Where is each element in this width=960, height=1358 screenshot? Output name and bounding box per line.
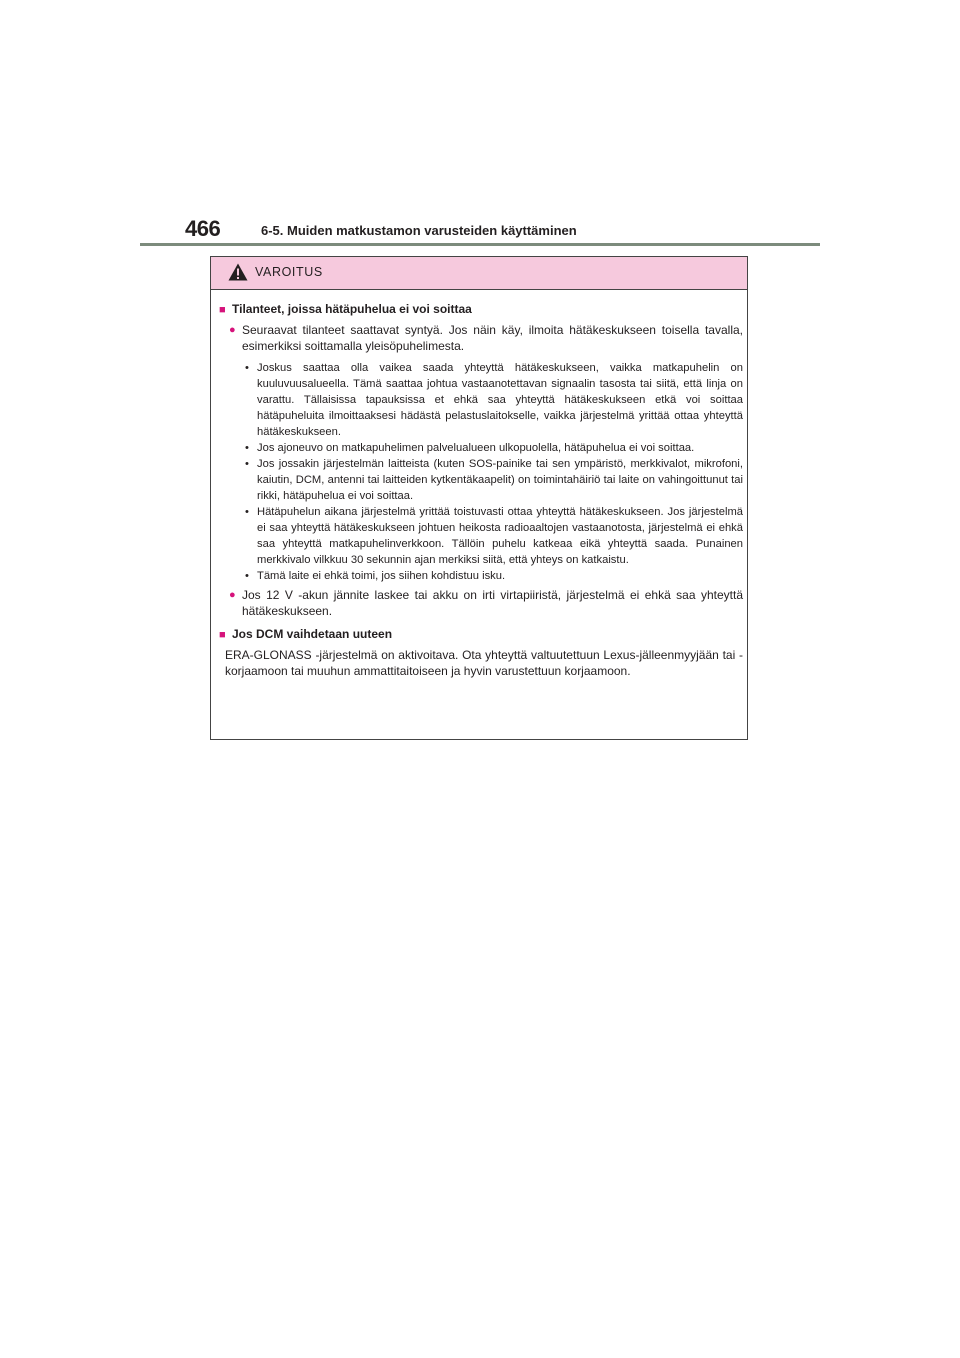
square-bullet-icon: ■ (219, 304, 226, 316)
section-heading (219, 626, 743, 643)
warning-header (211, 257, 747, 290)
sub-bullet (245, 568, 743, 584)
section-heading-text: Tilanteet, joissa hätäpuhelua ei voi soittaa (232, 302, 472, 316)
circle-bullet-icon: ● (229, 589, 236, 601)
section-heading (219, 301, 743, 318)
dot-bullet-icon: • (245, 570, 249, 582)
list-item (219, 587, 743, 619)
sub-bullet (245, 456, 743, 504)
page-header (140, 214, 820, 248)
sub-bullet-text: Hätäpuhelun aikana järjestelmä yrittää toistuvasti ottaa yhteyttä hätäkeskukseen. Jos järjestelmä ei saa yhteyttä hätäkeskukseen johtuen heikosta radioaaltojen vastaanotosta, järjestelmä ei ehkä saa yhteyttä matkapuhelinverkkoon. Tällöin puhelu katkeaa eikä yhteyttä saada. Punainen merkkivalo vilkkuu 30 sekunnin ajan merkiksi siitä, että yhteys on katkaistu. (257, 506, 743, 566)
sub-bullet (245, 504, 743, 568)
warning-content (219, 301, 743, 679)
dot-bullet-icon: • (245, 442, 249, 454)
sub-bullet-list (219, 360, 743, 584)
list-item (219, 322, 743, 584)
sub-bullet-text: Tämä laite ei ehkä toimi, jos siihen kohdistuu isku. (257, 570, 506, 582)
dot-bullet-icon: • (245, 362, 249, 374)
warning-triangle-icon (228, 263, 248, 281)
sub-bullet (245, 440, 743, 456)
page-number: 466 (185, 216, 221, 241)
section-title: 6-5. Muiden matkustamon varusteiden käyttäminen (261, 223, 577, 238)
list-item-text: Seuraavat tilanteet saattavat syntyä. Jos näin käy, ilmoita hätäkeskukseen toisella tavalla, esimerkiksi soittamalla yleisöpuhelimesta. (242, 323, 743, 353)
square-bullet-icon: ■ (219, 629, 226, 641)
warning-label: VAROITUS (255, 265, 323, 279)
header-divider (140, 243, 820, 246)
dot-bullet-icon: • (245, 506, 249, 518)
circle-bullet-icon: ● (229, 324, 236, 336)
section-heading-text: Jos DCM vaihdetaan uuteen (232, 627, 393, 641)
sub-bullet-text: Joskus saattaa olla vaikea saada yhteyttä hätäkeskukseen, vaikka matkapuhelin on kuuluvuusalueella. Tämä saattaa johtua vastaanotettavan signaalin tasosta tai siitä, että linja on varattu. Tällaisissa tapauksissa et ehkä saa yhteyttä hätäkeskukseen etkä voi soittaa hätäpuheluita ilmoittaaksesi hädästä pelastuslaitokselle, vaikka järjestelmä yrittää ottaa yhteyttä hätäkeskukseen. (257, 362, 743, 438)
sub-bullet-text: Jos jossakin järjestelmän laitteista (kuten SOS-painike tai sen ympäristö, merkkivalot, mikrofoni, kaiutin, DCM, antenni tai laitteiden kytkentäkaapelit) on toimintahäiriö tai laite on vahingoittunut tai rikki, hätäpuhelua ei voi soittaa. (257, 458, 743, 502)
list-item-text: Jos 12 V -akun jännite laskee tai akku on irti virtapiiristä, järjestelmä ei ehkä saa yhteyttä hätäkeskukseen. (242, 588, 743, 618)
warning-box (210, 256, 748, 740)
sub-bullet (245, 360, 743, 440)
section-paragraph: ERA-GLONASS -järjestelmä on aktivoitava. Ota yhteyttä valtuutettuun Lexus-jälleenmyyjään tai -korjaamoon tai muuhun ammattitaitoiseen ja hyvin varustettuun korjaamoon. (225, 648, 743, 678)
sub-bullet-text: Jos ajoneuvo on matkapuhelimen palvelualueen ulkopuolella, hätäpuhelua ei voi soittaa. (257, 442, 695, 454)
dot-bullet-icon: • (245, 458, 249, 470)
